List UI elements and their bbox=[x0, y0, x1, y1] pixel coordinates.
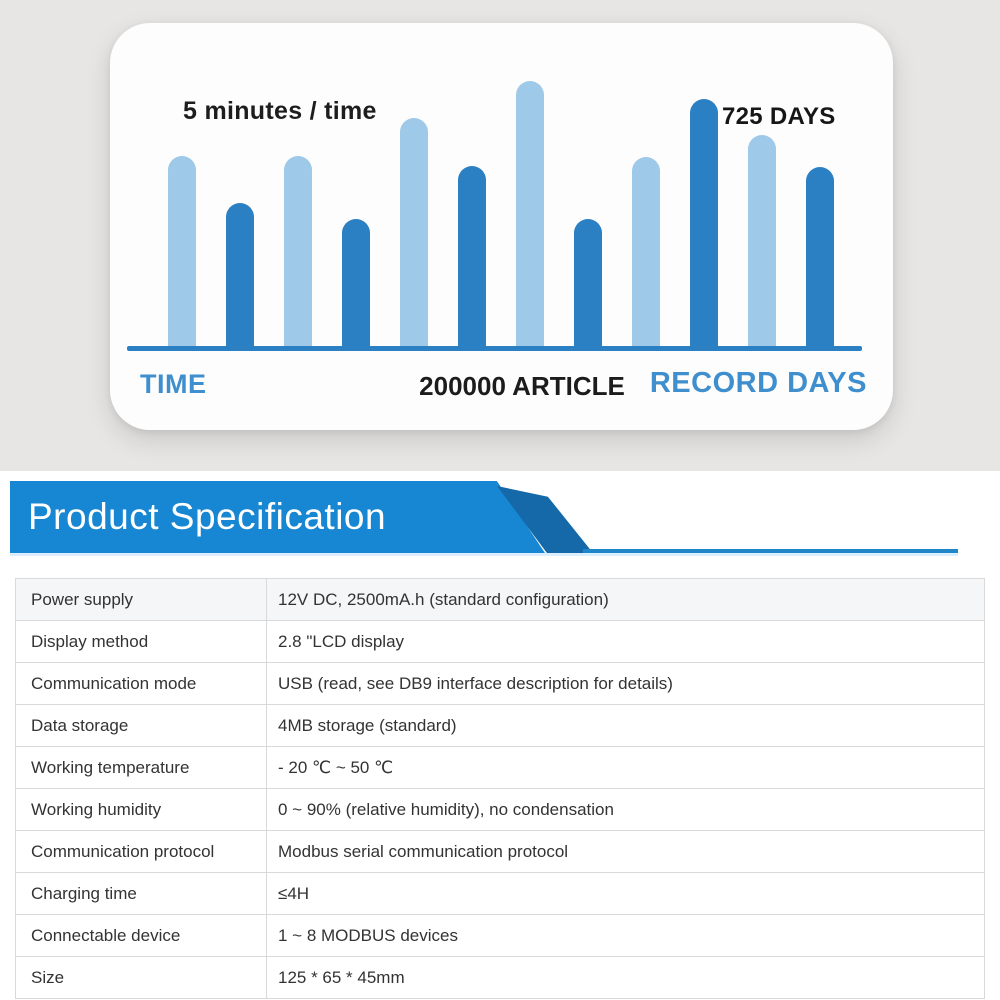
spec-label: Connectable device bbox=[16, 915, 267, 957]
infographic-card bbox=[110, 23, 893, 430]
chart-bar-dark bbox=[458, 166, 486, 351]
chart-bar-dark bbox=[690, 99, 718, 351]
chart-label-record-days: RECORD DAYS bbox=[649, 367, 867, 399]
chart-caption-interval: 5 minutes / time bbox=[183, 97, 377, 125]
table-row bbox=[16, 789, 985, 831]
table-row bbox=[16, 747, 985, 789]
spec-value: - 20 ℃ ~ 50 ℃ bbox=[267, 747, 985, 789]
spec-label: Working temperature bbox=[16, 747, 267, 789]
spec-label: Power supply bbox=[16, 579, 267, 621]
spec-value: 4MB storage (standard) bbox=[267, 705, 985, 747]
spec-value: 2.8 "LCD display bbox=[267, 621, 985, 663]
table-row bbox=[16, 663, 985, 705]
chart-bar-light bbox=[168, 156, 196, 351]
table-row bbox=[16, 873, 985, 915]
table-row bbox=[16, 705, 985, 747]
spec-value: 1 ~ 8 MODBUS devices bbox=[267, 915, 985, 957]
spec-value: Modbus serial communication protocol bbox=[267, 831, 985, 873]
spec-label: Size bbox=[16, 957, 267, 999]
table-row bbox=[16, 831, 985, 873]
chart-label-article: 200000 ARTICLE bbox=[419, 371, 625, 401]
chart-baseline bbox=[127, 346, 862, 351]
table-row bbox=[16, 915, 985, 957]
spec-value: ≤4H bbox=[267, 873, 985, 915]
spec-value: 0 ~ 90% (relative humidity), no condensation bbox=[267, 789, 985, 831]
chart-bar-dark bbox=[574, 219, 602, 351]
table-row bbox=[16, 579, 985, 621]
spec-table bbox=[15, 578, 985, 999]
chart-bar-dark bbox=[806, 167, 834, 351]
chart-bar-light bbox=[632, 157, 660, 351]
spec-label: Data storage bbox=[16, 705, 267, 747]
chart-bar-light bbox=[400, 118, 428, 351]
section-title: Product Specification bbox=[28, 496, 387, 537]
chart-bar-dark bbox=[342, 219, 370, 351]
chart-bar-light bbox=[748, 135, 776, 351]
table-row bbox=[16, 621, 985, 663]
spec-label: Communication mode bbox=[16, 663, 267, 705]
spec-value: 12V DC, 2500mA.h (standard configuration) bbox=[267, 579, 985, 621]
spec-value: USB (read, see DB9 interface description for details) bbox=[267, 663, 985, 705]
chart-bar-light bbox=[284, 156, 312, 351]
spec-label: Communication protocol bbox=[16, 831, 267, 873]
section-banner-glow bbox=[10, 553, 958, 556]
spec-label: Working humidity bbox=[16, 789, 267, 831]
spec-label: Charging time bbox=[16, 873, 267, 915]
chart-bar-dark bbox=[226, 203, 254, 351]
table-row bbox=[16, 957, 985, 999]
spec-value: 125 * 65 * 45mm bbox=[267, 957, 985, 999]
chart-bar-light bbox=[516, 81, 544, 351]
chart-label-time: TIME bbox=[140, 369, 207, 399]
chart-caption-days: 725 DAYS bbox=[722, 103, 836, 130]
spec-label: Display method bbox=[16, 621, 267, 663]
